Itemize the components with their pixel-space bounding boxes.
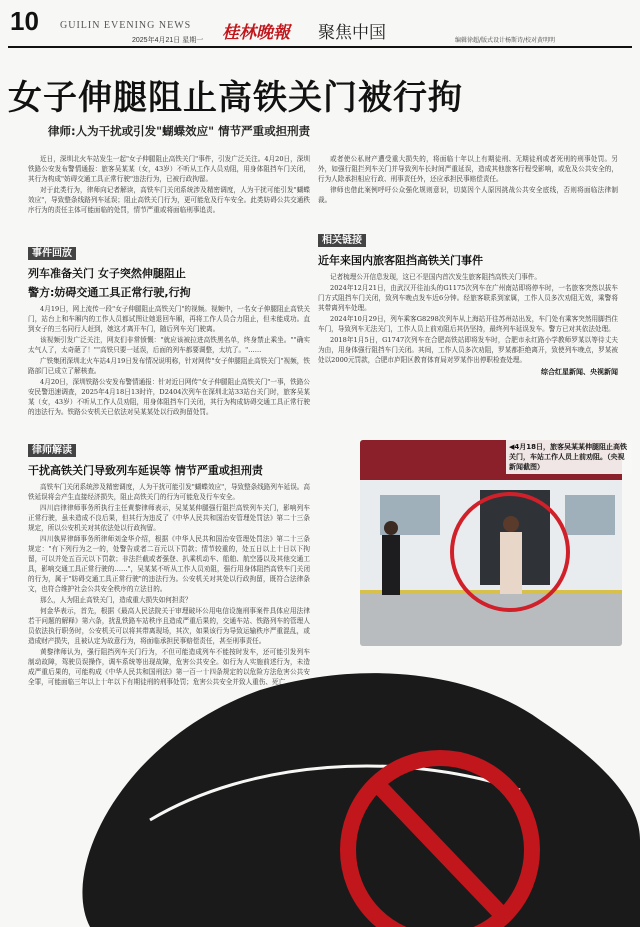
related-paragraph: 2024年12月21日，由武汉开往汕头的G1175次列车在广州南站即将停车时，一名旅客突然以拔车门方式阻挡车门关闭，致列车晚点发车近6分钟。经旅客联系到家属，工作人员多次劝阻无效，乘警将其带离列车处理。 <box>318 284 618 312</box>
staff-head <box>384 521 398 535</box>
related-paragraph: 2024年10月29日，列车乘客G8298次列车从上海站开往苏州站出发，车门处有乘客突然用脚挡住车门，导致列车无法关门，工作人员上前劝阻后其仍坚持，最终列车延误发车。警方已对其依法处理。 <box>318 315 618 333</box>
event-title-1: 列车准备关门 女子突然伸腿阻止 <box>28 267 186 280</box>
event-paragraph: 4月19日，网上流传一段"女子伸腿阻止高铁关门"的视频。视频中，一名女子伸腿阻止高铁关门，站台上和车厢内的工作人员都试图让她退回车厢，再将工作人员合力阻止，但未能成功。直到女子的三名同行人赶到，她这才离开车门，随后列车关门驶离。 <box>28 305 310 333</box>
platform-floor <box>360 590 622 646</box>
lawyer-title: 干扰高铁关门导致列车延误等 情节严重或担刑责 <box>28 464 263 477</box>
related-source: 综合红星新闻、央视新闻 <box>541 368 618 376</box>
event-paragraph: 广铁集团深圳北火车站4月19日发布情况说明称，针对网传"女子伸腿阻止高铁关门"视频，铁路部门已成立了解核查。 <box>28 357 310 375</box>
event-body <box>28 304 310 417</box>
event-paragraph: 4月20日，深圳铁路公安发布警情通报：针对近日网传"女子伸腿阻止高铁关门"一事，铁路公安民警迅速调查，2025年4月18日13时许，D2404次列车在深圳北站33站台关门时，旅客吴某某（女，43岁）不听从工作人员劝阻，用身体阻挡车门关闭，其行为构成妨碍交通工具正常行驶的违法行为。铁路公安机关已依法对吴某某处以行政拘留处罚。 <box>28 378 310 416</box>
lawyer-paragraph: 那么，人为阻止高铁关门，造成重大损失如何担责？ <box>40 596 192 604</box>
related-paragraph: 2018年1月5日，G1747次列车在合肥高铁站即将发车时，合肥市永红路小学教师罗某以等待丈夫为由，用身体强行阻挡车门关闭。其间，工作人员多次劝阻，罗某都拒绝离开，致使列车晚点，罗某被处以2000元罚款，合肥市庐阳区教育体育局对罗某作出停职检查处理。 <box>318 336 618 364</box>
intro-paragraph: 对于此类行为，律师向记者解读，高铁车门关闭系统涉及精密调度，人为干扰可能引发"蝴蝶效应"，导致整条线路列车延误；阻止高铁关门行为，更可能危及行车安全。此类妨碍公共交通秩序行为的责任主体可能面临的处罚，情节严重或将面临刑事追责。 <box>28 186 310 214</box>
lawyer-paragraph: 四川启律律师事务所执行主任黄黎律师表示，吴某某伸腿强行阻拦高铁列车关门，影响列车正常行驶，虽未造成不良后果，但其行为违反了《中华人民共和国治安管理处罚法》第二十三条规定，所以公安机关对其依法处以行政拘留。 <box>28 504 310 532</box>
related-body <box>318 272 618 365</box>
related-title: 近年来国内旅客阻挡高铁关门事件 <box>318 254 483 267</box>
train-window <box>565 495 615 535</box>
continuation-paragraph: 或者使公私财产遭受重大损失的，将面临十年以上有期徒刑、无期徒刑或者死刑的刑事处罚。另外，如强行阻拦列车关门并导致列车长时间严重延误，造成其他旅客行程受影响，或危及公共安全的，行为人除承担相应行政、刑事责任外，还应承担民事赔偿责任。 <box>318 155 618 183</box>
event-paragraph: 该视频引发广泛关注，网友们非常愤慨："就应该被拉进高铁黑名单，终身禁止乘坐。""确实太气人了，太奇葩了！""高铁只要一延误，后面的列车都要调整，太坑了。"…… <box>28 336 310 354</box>
page-number: 10 <box>10 6 39 36</box>
photo-caption: ◀4月18日，旅客吴某某伸腿阻止高铁关门，车站工作人员上前劝阻。（央视新闻截图） <box>506 440 632 474</box>
lawyer-paragraph: 何金华表示，首先，根据《最高人民法院关于审理破坏公用电信设施刑事案件具体应用法律若干问题的解释》第六条，扰乱铁路车站秩序且造成严重后果的，交通车站、铁路列车的管理人员依法执行职务时，公安机关可以将其带离现场，其次，如果该行为导致运输秩序严重混乱，或造成财产损失，且被认定为故意行为，将面临承担民事赔偿责任，甚至刑事责任。 <box>28 607 310 645</box>
lawyer-paragraph: 四川執昇律師事务所律师刘金华介绍，根据《中华人民共和国治安管理处罚法》第二十三条规定："有下列行为之一的，处警告或者二百元以下罚款；情节较重的，处五日以上十日以下拘留，可以并处五百元以下罚款；非法拦截或者强登、扒乘机动车、船舶、航空器以及其他交通工具，影响交通工具正常行驶的……"，吴某某不听从工作人员劝阻，强行用身体阻挡高铁车门关闭的行为，属于"妨碍交通工具正常行驶"的违法行为。公安机关对其处以行政拘留，既符合法律条文，也符合维护社会公共安全秩序的立法目的。 <box>28 535 310 593</box>
issue-date: 2025年4月21日 星期一 <box>132 37 204 44</box>
lawyer-paragraph: 高铁车门关闭系统涉及精密调度，人为干扰可能引发"蝴蝶效应"，导致整条线路列车延误。高铁延误将会产生直接经济损失，阻止高铁关门的行为可能危及行车安全。 <box>28 483 310 501</box>
event-section <box>28 241 310 418</box>
continuation-text <box>318 154 618 206</box>
lawyer-section <box>28 438 310 688</box>
related-section <box>318 228 618 377</box>
staff-figure <box>382 535 400 595</box>
lawyer-paragraph: 黄黎律师认为，强行阻挡列车关门行为，不但可能造成列车不能按时发车，还可能引发列车制动故障，驾驶员误操作，调车系统等出现故障，危害公共安全。如行为人实施前述行为，未造成严重后果的，可能构成《中华人民共和国刑法》第一百一十四条规定的以危险方法危害公共安全罪，可能面临三年以上十年以下有期徒刑的刑事处罚；危害公共安全并致人重伤、死亡 <box>28 648 310 686</box>
headline: 女子伸腿阻止高铁关门被行拘 <box>8 78 463 118</box>
lawyer-body <box>28 482 310 687</box>
passenger-head <box>503 516 519 532</box>
subheadline: 律师:人为干扰或引发"蝴蝶效应" 情节严重或担刑责 <box>48 124 311 138</box>
lawyer-label: 律师解读 <box>28 444 76 457</box>
paper-english-name: GUILIN EVENING NEWS <box>60 20 192 31</box>
passenger-figure <box>500 532 522 594</box>
header-rule <box>8 46 632 48</box>
editor-credits: 编辑徐超/版式设计杨斯诗/校对黄明明 <box>455 37 556 44</box>
paper-logo: 桂林晚報 <box>222 23 290 43</box>
section-title: 聚焦中国 <box>318 23 386 43</box>
related-label: 相关链接 <box>318 234 366 247</box>
intro-paragraph: 近日，深圳北火车站发生一起"女子伸腿阻止高铁关门"事件，引发广泛关注。4月20日，深圳铁路公安发布警情通报：旅客吴某某（女，43岁）不听从工作人员劝阻，用身体阻挡车门关闭，其行为构成"妨碍交通工具正常行驶"违法行为，已被行政拘留。 <box>28 155 310 183</box>
masthead <box>0 0 640 48</box>
intro-text <box>28 154 310 216</box>
related-paragraph: 记者梳理公开信息发现，这已不是国内首次发生旅客阻挡高铁关门事件。 <box>330 273 541 281</box>
event-title-2: 警方:妨碍交通工具正常行驶,行拘 <box>28 286 191 299</box>
continuation-paragraph: 律师也借此案例呼吁公众强化规则意识，切莫因个人原因挑战公共安全底线，否则将面临法律制裁。 <box>318 186 618 204</box>
event-label: 事件回放 <box>28 247 76 260</box>
